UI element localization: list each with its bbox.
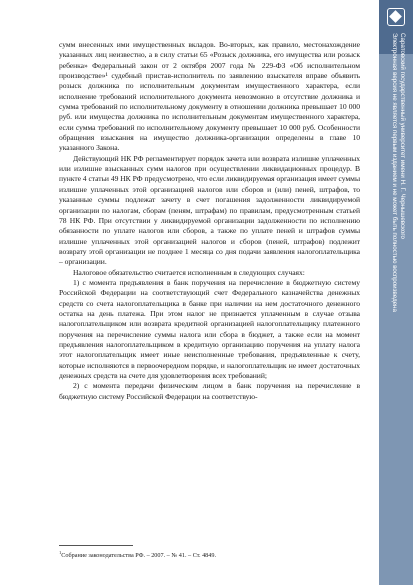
footnote (59, 549, 360, 560)
footnote-text: Собрание законодательства РФ. – 2007. – № 41. – Ст. 4849. (61, 552, 216, 560)
side-banner-line2: Электронная версия не является первым изданием и не может быть полностью воспроизведена (391, 33, 398, 312)
paragraph: Действующий НК РФ регламентирует порядок зачета или возврата излишне уплаченных или излишне взысканных сумм налогов при осуществлении ликвидационных процедур. В пункте 4 статьи 49 НК РФ предусмотрено, что если ликвидируемая организация имеет суммы излишне уплаченных этой организацией налогов или сборов и (или) пеней, штрафов, то указанные суммы подлежат зачету в счет погашения задолженности ликвидируемой организации по налогам, сборам (пеням, штрафам) по правилам, предусмотренным статьей 78 НК РФ. При отсутствии у ликвидируемой организации задолженности по исполнению обязанности по уплате налогов или сборов, а также по уплате пеней и штрафов суммы излишне уплаченных этой организацией налогов и сборов (пеней, штрафов) подлежит возврату этой организации не позднее 1 месяца со дня подачи заявления налогоплательщика – организации. (59, 153, 360, 267)
body-text (59, 40, 360, 402)
library-logo-icon (387, 8, 405, 26)
footnote-separator (59, 545, 133, 546)
paragraph: 2) с момента передачи физическим лицом в банк поручения на перечисление в бюджетную систему Российской Федерации на соответствую- (59, 381, 360, 401)
paragraph: 1) с момента предъявления в банк поручения на перечисление в бюджетную систему Российской Федерации на соответствующий счет Федерального казначейства денежных средств со счета налогоплательщика в банке при наличии на нем достаточного денежного остатка на день платежа. При этом налог не признается уплаченным в случае отзыва налогоплательщиком или возврата кредитной организацией налогоплательщику платежного поручения на перечисление суммы налога или сбора в бюджет, а также если на момент предъявления налогоплательщиком в кредитную организацию поручения на уплату налога этот налогоплательщик имеет иные неисполненные требования, предъявленные к счету, которые исполняются в первоочередном порядке, и налогоплательщик не имеет достаточных денежных средств на счете для удовлетворения всех требований; (59, 277, 360, 380)
side-banner-text (390, 33, 406, 583)
paragraph: Налоговое обязательство считается исполненным в следующих случаях: (73, 267, 305, 277)
side-banner-line1: Саратовский государственный университет имени Н. Г. Чернышевского (399, 33, 406, 239)
footnote-mark: 1 (59, 550, 62, 555)
paragraph: сумм внесенных ими имущественных вкладов. Во-вторых, как правило, местонахождение указанных лиц неизвестно, а в силу статьи 65 «Розыск должника, его имущества или розыск ребенка» Федеральный закон от 2 октября 2007 года № 229-ФЗ «Об исполнительном производстве»¹ судебный пристав-исполнитель по заявлению взыскателя вправе объявить розыск должника по исполнительным документам имущественного характера, если исполнение требований исполнительного документа невозможно в отсутствие должника и сумма требований по исполнительному документу в отношении должника превышает 10 000 руб. или имущества должника по исполнительным документам имущественного характера, если сумма требований по исполнительному документу превышает 10 000 руб. Особенности обращения взыскания на имущество должника-организации определены в главе 10 указанного Закона. (59, 40, 360, 153)
